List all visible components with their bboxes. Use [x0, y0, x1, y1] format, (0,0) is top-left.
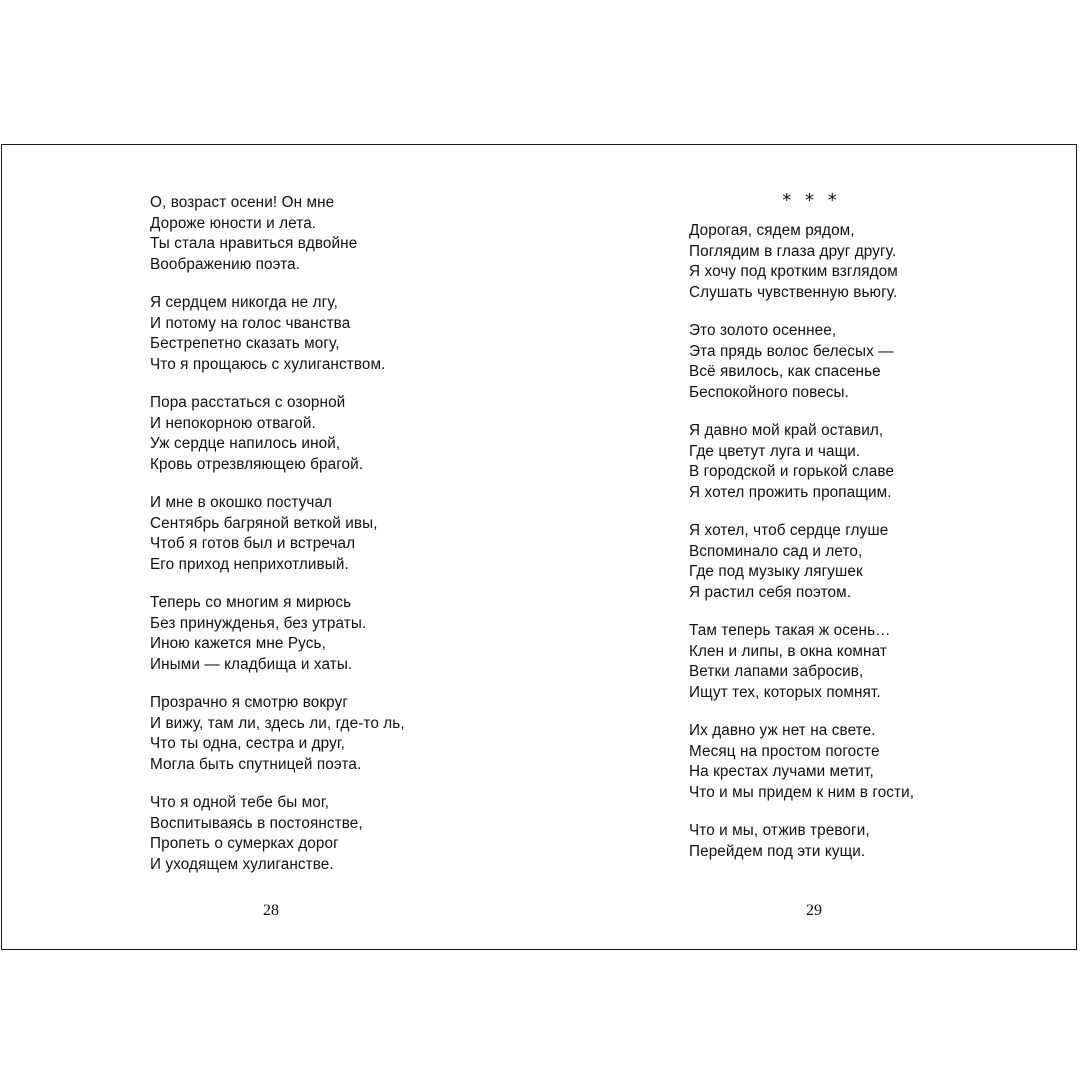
poem-line: Я сердцем никогда не лгу, [150, 294, 338, 311]
poem-line: Бестрепетно сказать могу, [150, 335, 340, 352]
stanza [689, 621, 914, 703]
poem-line: Теперь со многим я мирюсь [150, 594, 352, 611]
poem-line: Дороже юности и лета. [150, 214, 317, 232]
poem-line: Это золото осеннее, [689, 322, 837, 339]
poem-line: Я хочу под кротким взглядом [689, 263, 898, 280]
poem-line: И вижу, там ли, здесь ли, где-то ль, [150, 714, 405, 732]
poem-line: Поглядим в глаза друг другу. [689, 242, 897, 260]
poem-line: Иною кажется мне Русь, [150, 635, 326, 652]
poem-line: Иными — кладбища и хаты. [150, 655, 353, 673]
book-spread [1, 144, 1077, 950]
stanza [689, 221, 914, 303]
poem-line: Эта прядь волос белесых — [689, 342, 894, 360]
poem-line: Ветки лапами забросив, [689, 663, 864, 680]
poem-line: Клен и липы, в окна комнат [689, 642, 887, 660]
poem-line: Без принужденья, без утраты. [150, 614, 367, 632]
poem-line: Пора расстаться с озорной [150, 394, 346, 411]
section-mark: * * * [782, 190, 841, 211]
left-poem [150, 193, 405, 893]
poem-line: Вспоминало сад и лето, [689, 542, 863, 560]
stanza [150, 393, 405, 475]
poem-line: Уж сердце напилось иной, [150, 435, 341, 452]
poem-line: И мне в окошко постучал [150, 494, 333, 511]
stanza [689, 521, 914, 603]
right-poem [689, 221, 914, 880]
poem-line: Перейдем под эти кущи. [689, 842, 866, 860]
poem-line: Прозрачно я смотрю вокруг [150, 694, 349, 711]
right-page-number: 29 [806, 902, 822, 919]
stanza [150, 793, 405, 875]
poem-line: В городской и горькой славе [689, 463, 895, 480]
poem-line: Там теперь такая ж осень… [689, 622, 891, 639]
left-page-number: 28 [263, 902, 279, 919]
poem-line: Я растил себя поэтом. [689, 583, 852, 601]
stanza [150, 693, 405, 775]
stanza [689, 321, 914, 403]
poem-line: Воображению поэта. [150, 255, 301, 273]
poem-line: Могла быть спутницей поэта. [150, 755, 362, 773]
poem-line: Что я прощаюсь с хулиганством. [150, 355, 386, 373]
poem-line: И потому на голос чванства [150, 314, 351, 332]
stanza [150, 193, 405, 275]
poem-line: Воспитываясь в постоянстве, [150, 814, 363, 832]
poem-line: И уходящем хулиганстве. [150, 855, 334, 873]
poem-line: Месяц на простом погосте [689, 742, 880, 760]
poem-line: И непокорною отвагой. [150, 414, 316, 432]
poem-line: Слушать чувственную вьюгу. [689, 283, 898, 301]
poem-line: Я давно мой край оставил, [689, 422, 884, 439]
poem-line: Что и мы, отжив тревоги, [689, 822, 870, 839]
stanza [689, 421, 914, 503]
poem-line: Где под музыку лягушек [689, 563, 863, 580]
left-page [2, 145, 540, 949]
stanza [689, 721, 914, 803]
poem-line: Пропеть о сумерках дорог [150, 835, 339, 852]
poem-line: Дорогая, сядем рядом, [689, 222, 855, 239]
poem-line: Беспокойного повесы. [689, 383, 850, 401]
poem-line: Ищут тех, которых помнят. [689, 683, 881, 701]
poem-line: О, возраст осени! Он мне [150, 194, 335, 211]
poem-line: Его приход неприхотливый. [150, 555, 349, 573]
poem-line: Что ты одна, сестра и друг, [150, 735, 346, 752]
stanza [150, 593, 405, 675]
poem-line: Всё явилось, как спасенье [689, 363, 881, 380]
poem-line: Я хотел прожить пропащим. [689, 483, 892, 501]
poem-line: На крестах лучами метит, [689, 763, 874, 780]
stanza [689, 821, 914, 862]
poem-line: Кровь отрезвляющею брагой. [150, 455, 364, 473]
stanza [150, 493, 405, 575]
poem-line: Ты стала нравиться вдвойне [150, 235, 358, 252]
poem-line: Что и мы придем к ним в гости, [689, 783, 915, 801]
poem-line: Сентябрь багряной веткой ивы, [150, 514, 378, 532]
poem-line: Их давно уж нет на свете. [689, 722, 876, 739]
right-page [540, 145, 1078, 949]
poem-line: Я хотел, чтоб сердце глуше [689, 522, 889, 539]
poem-line: Где цветут луга и чащи. [689, 442, 861, 460]
stanza [150, 293, 405, 375]
poem-line: Чтоб я готов был и встречал [150, 535, 356, 552]
poem-line: Что я одной тебе бы мог, [150, 794, 330, 811]
